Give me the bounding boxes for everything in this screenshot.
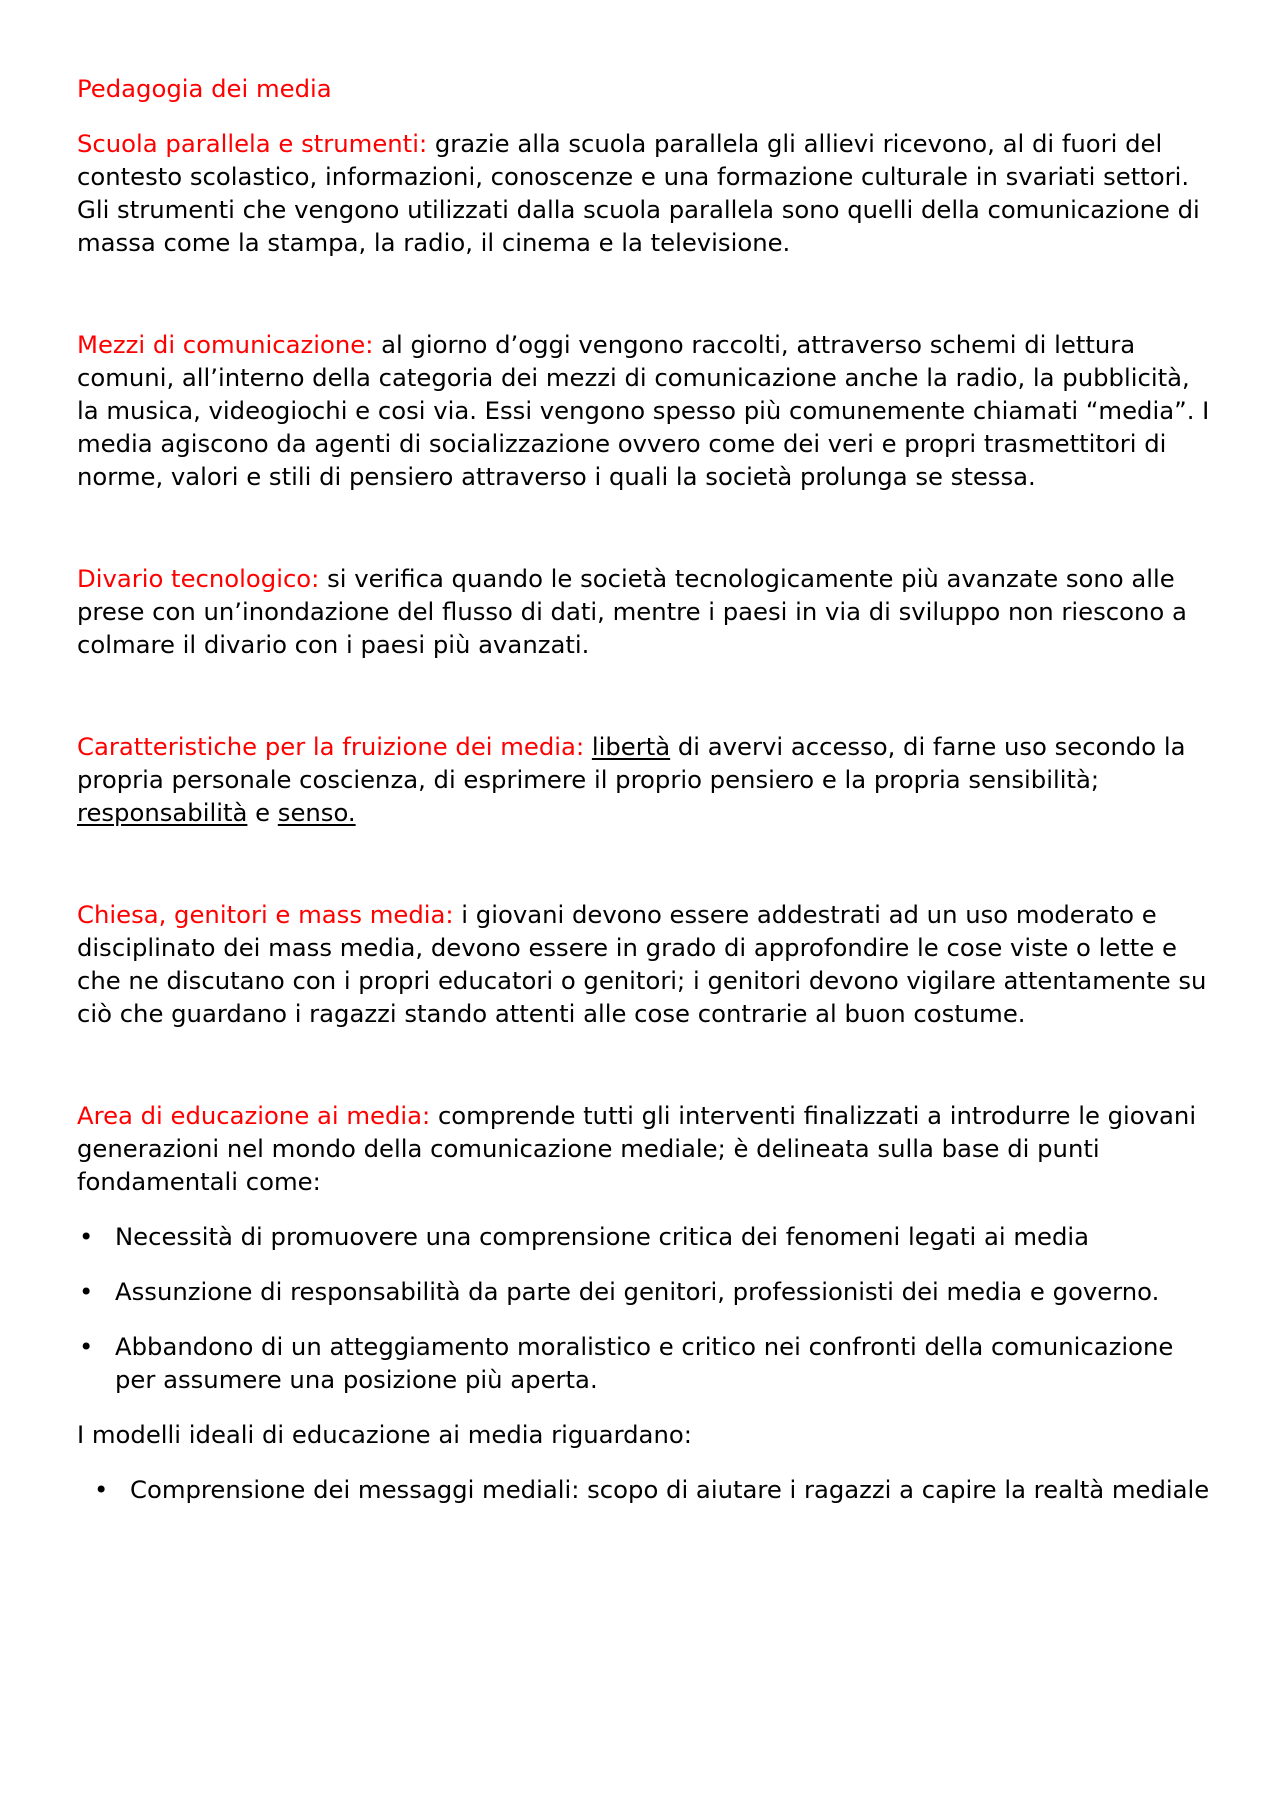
section-area-educazione <box>77 1099 1212 1198</box>
list-item <box>77 1330 1212 1396</box>
section-text: e <box>247 798 278 827</box>
underlined-term-senso: senso. <box>277 798 356 827</box>
spacer <box>77 259 1212 328</box>
section-text: i giovani devono essere addestrati ad un uso moderato e disciplinato dei mass media, devono essere in grado di approfondire le cose viste o lette e che ne discutano con i propri educatori o genitori; i genitori devono vigilare attentamente su ciò che guardano i ragazzi stando attenti alle cose contrarie al buon costume. <box>77 900 1207 1028</box>
list-item-text: Necessità di promuovere una comprensione critica dei fenomeni legati ai media <box>115 1222 1090 1251</box>
bullet-icon: • <box>94 1475 109 1504</box>
section-text: al giorno d’oggi vengono raccolti, attraverso schemi di lettura comuni, all’interno della categoria dei mezzi di comunicazione anche la radio, la pubblicità, la musica, videogiochi e cosi via. Essi vengono spesso più comunemente chiamati “media”. I media agiscono da agenti di socializzazione ovvero come dei veri e propri trasmettitori di norme, valori e stili di pensiero attraverso i quali la società prolunga se stessa. <box>77 330 1210 491</box>
section-heading: Divario tecnologico: <box>77 564 320 593</box>
section-heading: Area di educazione ai media: <box>77 1101 431 1130</box>
list-item-text: Abbandono di un atteggiamento moralistico e critico nei confronti della comunicazione per assumere una posizione più aperta. <box>115 1332 1174 1394</box>
list-item-text: Comprensione dei messaggi mediali: scopo di aiutare i ragazzi a capire la realtà mediale <box>130 1475 1210 1504</box>
spacer <box>77 493 1212 562</box>
bullet-list-modelli <box>77 1473 1212 1506</box>
section-mezzi-comunicazione <box>77 328 1212 493</box>
bullet-icon: • <box>79 1332 94 1361</box>
section-text: si verifica quando le società tecnologicamente più avanzate sono alle prese con un’inondazione del flusso di dati, mentre i paesi in via di sviluppo non riescono a colmare il divario con i paesi più avanzati. <box>77 564 1187 659</box>
underlined-term-responsabilita: responsabilità <box>77 798 248 827</box>
section-text: di avervi accesso, di farne uso secondo la propria personale coscienza, di esprimere il proprio pensiero e la propria sensibilità; <box>77 732 1186 794</box>
bullet-icon: • <box>79 1222 94 1251</box>
models-intro: I modelli ideali di educazione ai media riguardano: <box>77 1420 692 1449</box>
section-scuola-parallela <box>77 127 1212 259</box>
spacer <box>77 661 1212 730</box>
section-heading: Mezzi di comunicazione: <box>77 330 374 359</box>
list-item <box>77 1473 1212 1506</box>
list-item <box>77 1220 1212 1253</box>
document-title: Pedagogia dei media <box>77 74 332 103</box>
section-text <box>584 732 592 761</box>
section-divario-tecnologico <box>77 562 1212 661</box>
spacer <box>77 1030 1212 1099</box>
section-chiesa-genitori <box>77 898 1212 1030</box>
section-heading: Caratteristiche per la fruizione dei media: <box>77 732 585 761</box>
section-heading: Chiesa, genitori e mass media: <box>77 900 454 929</box>
list-item <box>77 1275 1212 1308</box>
spacer <box>77 829 1212 898</box>
section-text: grazie alla scuola parallela gli allievi ricevono, al di fuori del contesto scolastico, informazioni, conoscenze e una formazione culturale in svariati settori. Gli strumenti che vengono utilizzati dalla scuola parallela sono quelli della comunicazione di massa come la stampa, la radio, il cinema e la televisione. <box>77 129 1200 257</box>
list-item-text: Assunzione di responsabilità da parte dei genitori, professionisti dei media e governo. <box>115 1277 1160 1306</box>
bullet-icon: • <box>79 1277 94 1306</box>
document-body <box>77 72 1212 1528</box>
section-caratteristiche-fruizione <box>77 730 1212 829</box>
section-heading: Scuola parallela e strumenti: <box>77 129 428 158</box>
bullet-list-punti-fondamentali <box>77 1220 1212 1396</box>
section-text: comprende tutti gli interventi finalizzati a introdurre le giovani generazioni nel mondo della comunicazione mediale; è delineata sulla base di punti fondamentali come: <box>77 1101 1197 1196</box>
underlined-term-liberta: libertà <box>591 732 671 761</box>
